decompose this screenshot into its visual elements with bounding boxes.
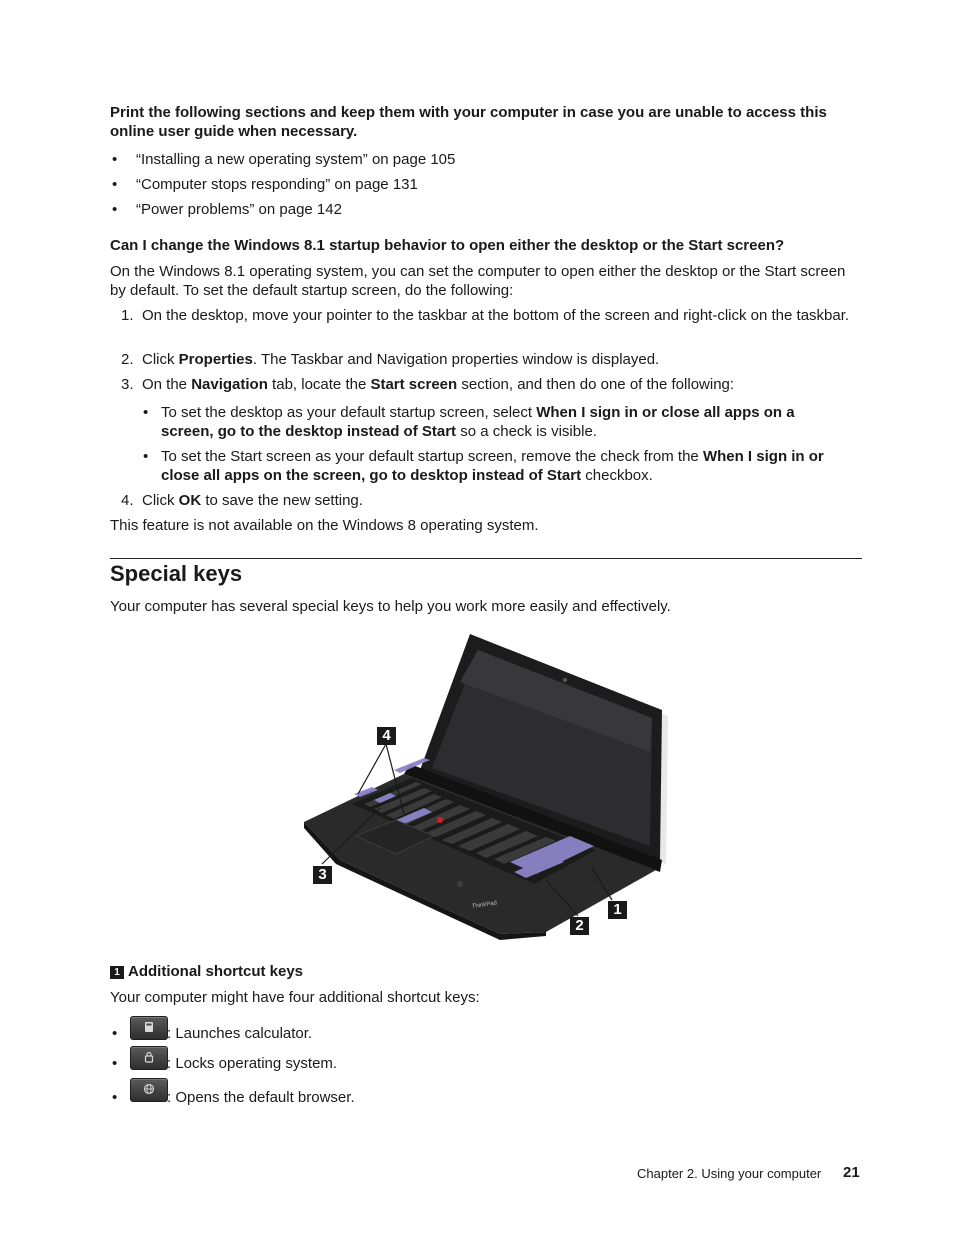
step-text: To set the Start screen as your default startup screen, remove the check from the: [161, 448, 703, 465]
subsection-callout: 1: [110, 966, 124, 979]
step-text: tab, locate the: [267, 376, 371, 393]
navigation-label: Navigation: [191, 376, 268, 393]
key-description: : Locks operating system.: [167, 1055, 338, 1072]
callout-1: 1: [608, 901, 627, 919]
bullet-dot: •: [143, 448, 149, 465]
subsection-title-text: Additional shortcut keys: [128, 963, 304, 980]
step-number: 1.: [121, 307, 134, 324]
lock-key: [130, 1046, 168, 1070]
bullet-dot: •: [112, 1055, 118, 1072]
step-text: Click: [142, 351, 179, 368]
step-2: [142, 350, 854, 369]
bullet-dot: •: [143, 404, 149, 421]
webcam-icon: [563, 678, 567, 682]
link-power-problems[interactable]: “Power problems” on page 142: [136, 201, 342, 218]
sub-step-desktop: [161, 403, 851, 441]
link-computer-stops[interactable]: “Computer stops responding” on page 131: [136, 176, 418, 193]
bullet-dot: •: [112, 1025, 118, 1042]
windows8-note: This feature is not available on the Windows 8 operating system.: [110, 517, 539, 534]
bullet-dot: •: [112, 151, 118, 168]
key-description: : Opens the default browser.: [167, 1089, 355, 1106]
start-screen-label: Start screen: [370, 376, 458, 393]
link-install-os[interactable]: “Installing a new operating system” on page 105: [136, 151, 456, 168]
step-1: On the desktop, move your pointer to the taskbar at the bottom of the screen and right-click on the taskbar.: [142, 307, 850, 324]
faq-paragraph: On the Windows 8.1 operating system, you can set the computer to open either the desktop or the Start screen by default. To set the default startup screen, do the following:: [110, 263, 846, 299]
browser-key: [130, 1078, 168, 1102]
ok-label: OK: [178, 492, 202, 509]
laptop-illustration: [300, 632, 680, 942]
step-text: checkbox.: [581, 467, 653, 484]
step-text: section, and then do one of the following:: [457, 376, 735, 393]
fingerprint-reader-icon: [457, 881, 463, 887]
option-label: When I sign in or close all apps on the screen, go to desktop instead of Start: [161, 448, 824, 484]
section-intro: Your computer has several special keys to help you work more easily and effectively.: [110, 598, 671, 615]
bullet-dot: •: [112, 1089, 118, 1106]
lock-icon: [143, 1051, 155, 1063]
step-text: To set the desktop as your default startup screen, select: [161, 404, 537, 421]
step-number: 2.: [121, 351, 134, 368]
globe-icon: [143, 1083, 155, 1095]
faq-question: Can I change the Windows 8.1 startup behavior to open either the desktop or the Start screen?: [110, 237, 785, 254]
section-title: Special keys: [110, 561, 243, 586]
page-number: 21: [843, 1164, 860, 1181]
step-text: . The Taskbar and Navigation properties window is displayed.: [252, 351, 660, 368]
step-4: [142, 491, 854, 510]
step-text: so a check is visible.: [456, 423, 597, 440]
step-3: [142, 375, 854, 394]
section-divider: [110, 558, 862, 559]
subsection-paragraph: Your computer might have four additional shortcut keys:: [110, 989, 480, 1006]
step-text: Click: [142, 492, 179, 509]
properties-label: Properties: [178, 351, 253, 368]
calculator-key: [130, 1016, 168, 1040]
step-text: On the: [142, 376, 192, 393]
intro-heading: Print the following sections and keep them with your computer in case you are unable to access this online user guide when necessary.: [110, 104, 827, 140]
trackpoint-icon: [437, 817, 443, 823]
callout-3: 3: [313, 866, 332, 884]
calculator-icon: [143, 1021, 155, 1033]
bullet-dot: •: [112, 201, 118, 218]
subsection-title: [110, 962, 303, 981]
step-number: 3.: [121, 376, 134, 393]
step-number: 4.: [121, 492, 134, 509]
step-text: to save the new setting.: [201, 492, 363, 509]
key-description: : Launches calculator.: [167, 1025, 313, 1042]
callout-2: 2: [570, 917, 589, 935]
callout-4: 4: [377, 727, 396, 745]
footer-chapter: Chapter 2. Using your computer: [637, 1166, 822, 1181]
laptop-brand: ThinkPad: [471, 900, 498, 910]
bullet-dot: •: [112, 176, 118, 193]
option-label: When I sign in or close all apps on a screen, go to the desktop instead of Start: [161, 404, 795, 440]
sub-step-start-screen: [161, 447, 861, 485]
